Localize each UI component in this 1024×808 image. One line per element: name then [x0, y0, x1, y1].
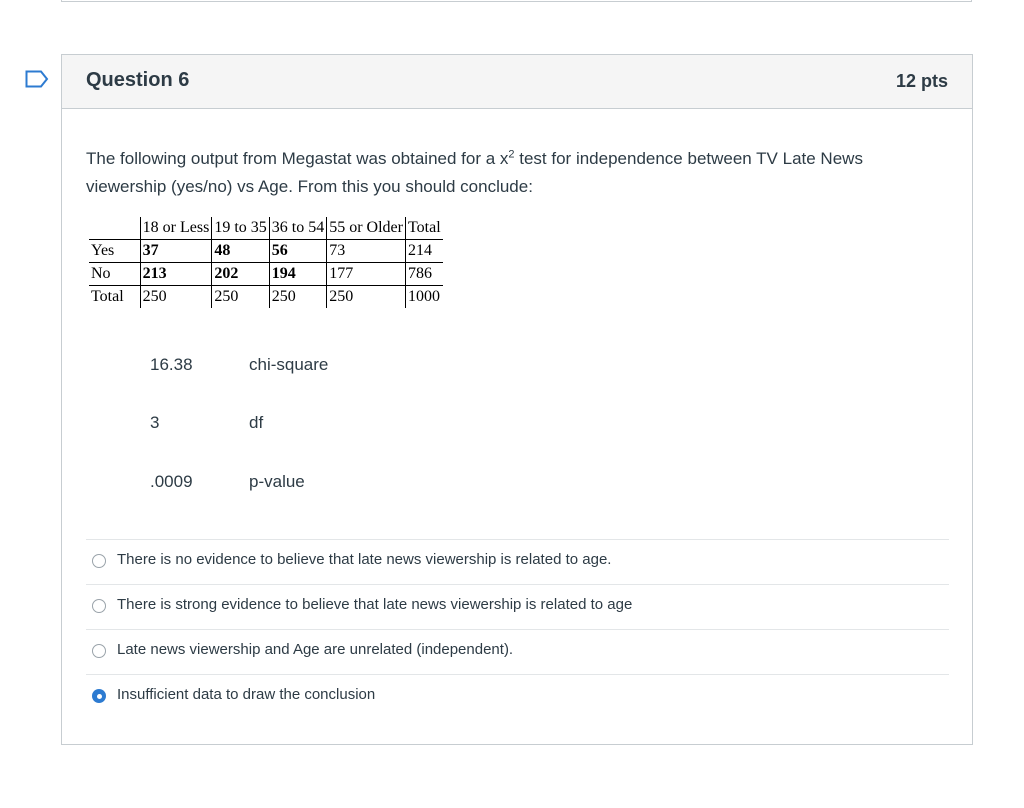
- chi-square-label: chi-square: [249, 355, 329, 374]
- column-header: 36 to 54: [269, 217, 326, 240]
- table-corner: [89, 217, 140, 240]
- question-prompt: [86, 145, 926, 201]
- answer-option[interactable]: [86, 584, 949, 629]
- radio-button[interactable]: [92, 644, 106, 658]
- question-text-after: test for independence between TV Late News viewership (yes/no) vs Age. From this you should conclude:: [86, 149, 863, 196]
- answer-label[interactable]: Insufficient data to draw the conclusion: [117, 686, 376, 703]
- table-cell: 73: [327, 240, 406, 263]
- question-points: 12 pts: [895, 71, 948, 91]
- answer-option-selected[interactable]: [86, 674, 949, 719]
- df-label: df: [249, 413, 264, 432]
- answer-option[interactable]: [86, 629, 949, 674]
- table-cell: 250: [327, 286, 406, 309]
- answer-label[interactable]: Late news viewership and Age are unrelated (independent).: [117, 641, 514, 658]
- table-cell: 213: [140, 263, 212, 286]
- table-row: [89, 240, 443, 263]
- row-label: Yes: [89, 240, 140, 263]
- radio-button[interactable]: [92, 599, 106, 613]
- contingency-table: [89, 217, 443, 308]
- question-card: [61, 54, 973, 745]
- row-label: Total: [91, 288, 124, 305]
- answer-label[interactable]: There is strong evidence to believe that late news viewership is related to age: [117, 596, 633, 613]
- table-cell: 250: [269, 286, 326, 309]
- row-label: No: [89, 263, 140, 286]
- table-cell: 177: [327, 263, 406, 286]
- p-value-label: p-value: [249, 472, 305, 491]
- p-value-value: .0009: [150, 472, 193, 491]
- column-header: 18 or Less: [140, 217, 212, 240]
- question-superscript: 2: [508, 148, 515, 161]
- table-row: [89, 263, 443, 286]
- table-cell: 214: [405, 240, 442, 263]
- table-cell: 250: [212, 286, 269, 309]
- chi-square-value: 16.38: [150, 355, 193, 374]
- question-header: [62, 55, 972, 109]
- table-cell: 56: [269, 240, 326, 263]
- column-header: 19 to 35: [212, 217, 269, 240]
- table-cell: 37: [140, 240, 212, 263]
- table-cell: 786: [405, 263, 442, 286]
- answer-list: [86, 539, 949, 719]
- table-cell: 1000: [405, 286, 442, 309]
- table-cell: 202: [212, 263, 269, 286]
- column-header: 55 or Older: [327, 217, 406, 240]
- table-cell: 48: [212, 240, 269, 263]
- radio-button-selected[interactable]: [92, 689, 106, 703]
- table-cell: 250: [140, 286, 212, 309]
- previous-question-card: [61, 0, 972, 2]
- df-value: 3: [150, 413, 160, 432]
- radio-button[interactable]: [92, 554, 106, 568]
- column-header: Total: [405, 217, 442, 240]
- table-row: [89, 286, 443, 309]
- answer-option[interactable]: [86, 539, 949, 584]
- question-text-before: The following output from Megastat was obtained for a x: [86, 149, 509, 168]
- table-cell: 194: [269, 263, 326, 286]
- answer-label[interactable]: There is no evidence to believe that late news viewership is related to age.: [117, 551, 612, 568]
- question-title: Question 6: [86, 69, 190, 91]
- bookmark-flag-icon[interactable]: [25, 70, 49, 88]
